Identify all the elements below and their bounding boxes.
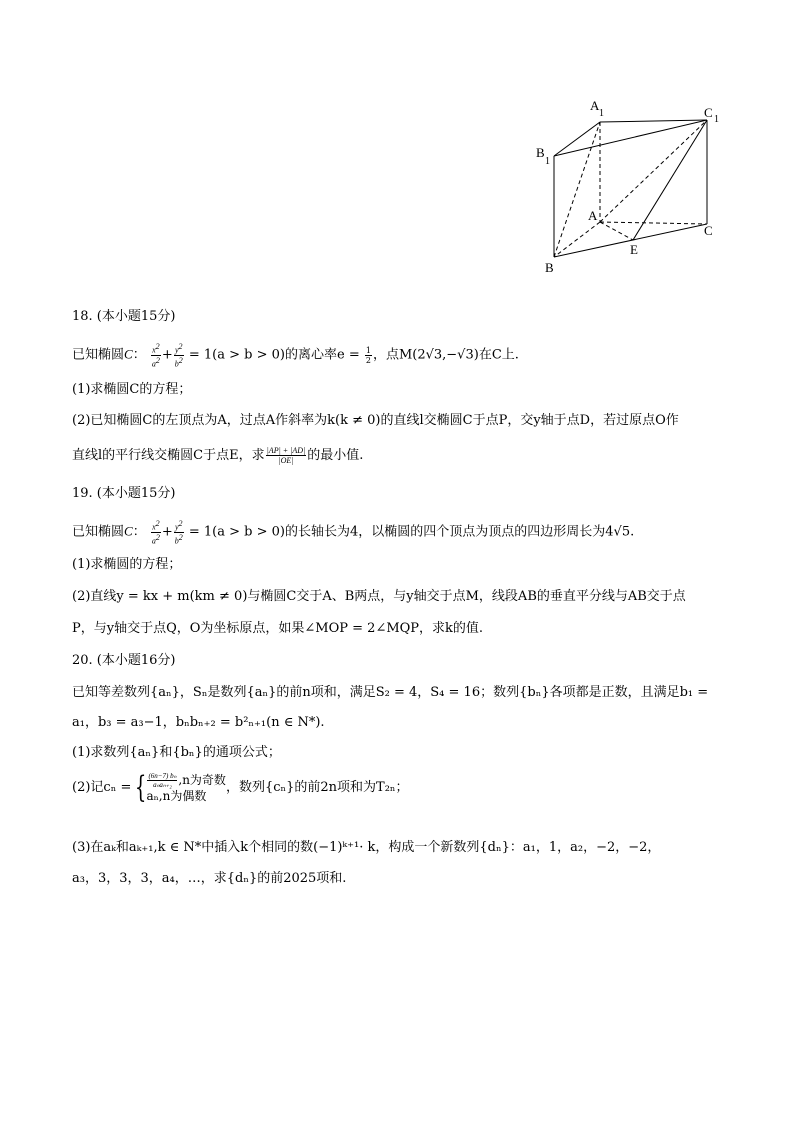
q20-part3-line1: (3)在aₖ和aₖ₊₁,k ∈ N*中插入k个相同的数(−1)ᵏ⁺¹· k，构成一个新数列{dₙ}：a₁，1，a₂，−2，−2， xyxy=(72,840,661,855)
q18-text-post: ，点M(2√3,−√3)在C上. xyxy=(372,347,519,363)
q19-part2-line1: (2)直线y = kx + m(km ≠ 0)与椭圆C交于A、B两点，与y轴交于点M，线段AB的垂直平分线与AB交于点 xyxy=(72,589,686,604)
q19-header: 19. (本小题15分) xyxy=(72,486,176,501)
q19-statement: 已知椭圆C： $\frac{x^2}{a^2}$ + $\frac{y^2}{b^2}$ = 1(a > b > 0)的长轴长为4，以椭圆的四个顶点为顶点的四边形周长为4√5. xyxy=(72,519,635,546)
q19-part1: (1)求椭圆的方程； xyxy=(72,557,182,572)
q20-part3-line2: a₃，3，3，3，a₄，…，求{dₙ}的前2025项和. xyxy=(72,871,347,886)
label-A1-sub: 1 xyxy=(599,108,604,119)
q20-part1: (1)求数列{aₙ}和{bₙ}的通项公式； xyxy=(72,745,281,760)
q18-part1: (1)求椭圆C的方程； xyxy=(72,382,192,397)
edge-B1-C1 xyxy=(554,120,707,156)
label-B1: B xyxy=(536,145,545,160)
q20-case-odd: $\frac{\text{(6n−7) bₙ}}{\text{aₙaₙ₊₂}}$ ,n为奇数 xyxy=(148,772,226,789)
q20-piecewise xyxy=(146,772,225,804)
q19-text-pre: 已知椭圆 xyxy=(72,524,125,540)
label-C: C xyxy=(704,223,713,238)
q20-part2-pre: (2)记cₙ = xyxy=(72,780,132,795)
edge-A-C xyxy=(600,222,707,224)
label-C1: C xyxy=(704,105,713,120)
q18-ratio xyxy=(266,446,307,465)
edge-A1-C1 xyxy=(600,120,707,122)
q18-C: C xyxy=(124,346,133,362)
q20-case-even: aₙ,n为偶数 xyxy=(146,789,207,803)
q19-text-mid: = 1(a > b > 0)的长轴长为4，以椭圆的四个顶点为顶点的四边形周长为4√5. xyxy=(188,524,635,540)
edge-B-A1 xyxy=(554,122,600,257)
q19-y2-over-b2: $\frac{y^2}{b^2}$ xyxy=(174,519,183,546)
q18-y2-over-b2: $\frac{y^2}{b^2}$ xyxy=(174,342,183,369)
edge-E-C1 xyxy=(633,120,707,240)
q20-piecewise-brace: { xyxy=(135,770,147,805)
q20-line2: a₁，b₃ = a₃−1，bₙbₙ₊₂ = b²ₙ₊₁(n ∈ N*). xyxy=(72,715,325,730)
label-E: E xyxy=(630,242,638,257)
q18-x2-over-a2: $\frac{x^2}{a^2}$ xyxy=(151,342,160,369)
q18-statement: 已知椭圆C： $\frac{x^2}{a^2}$ + $\frac{y^2}{b^2}$ = 1(a > b > 0)的离心率e = $\frac{1}{2}$ ，点M(2√3,−√3)在C上. xyxy=(72,342,519,369)
label-C1-sub: 1 xyxy=(714,114,719,125)
label-A1: A xyxy=(590,98,600,113)
prism-figure xyxy=(520,92,730,277)
q18-ratio-num: |AP| + |AD| xyxy=(266,446,306,455)
q18-part2-pre: 直线l的平行线交椭圆C于点E，求 xyxy=(72,448,265,463)
q18-header: 18. (本小题15分) xyxy=(72,309,176,324)
q20-line1: 已知等差数列{aₙ}，Sₙ是数列{aₙ}的前n项和，满足S₂ = 4，S₄ = 16；数列{bₙ}各项都是正数，且满足b₁ = xyxy=(72,685,709,700)
edge-A-E xyxy=(600,222,633,240)
q18-text-pre: 已知椭圆 xyxy=(72,347,125,363)
q18-ratio-den: |OE| xyxy=(278,456,294,465)
label-B: B xyxy=(545,260,554,275)
label-B1-sub: 1 xyxy=(545,156,550,167)
q20-header: 20. (本小题16分) xyxy=(72,653,176,668)
q20-part2 xyxy=(72,772,409,804)
q19-part2-line2: P，与y轴交于点Q，O为坐标原点，如果∠MOP = 2∠MQP，求k的值. xyxy=(72,621,484,636)
q18-part2-line2 xyxy=(72,446,363,466)
q18-part2-post: 的最小值. xyxy=(307,448,364,463)
q19-x2-over-a2: $\frac{x^2}{a^2}$ xyxy=(151,519,160,546)
q18-text-mid: = 1(a > b > 0)的离心率e = xyxy=(188,347,360,363)
q20-part2-post: ，数列{cₙ}的前2n项和为T₂ₙ； xyxy=(225,780,409,795)
label-A: A xyxy=(588,208,598,223)
q18-part2-line1: (2)已知椭圆C的左顶点为A，过点A作斜率为k(k ≠ 0)的直线l交椭圆C于点P，交y轴于点D，若过原点O作 xyxy=(72,413,679,428)
q18-half: $\frac{1}{2}$ xyxy=(365,345,371,365)
